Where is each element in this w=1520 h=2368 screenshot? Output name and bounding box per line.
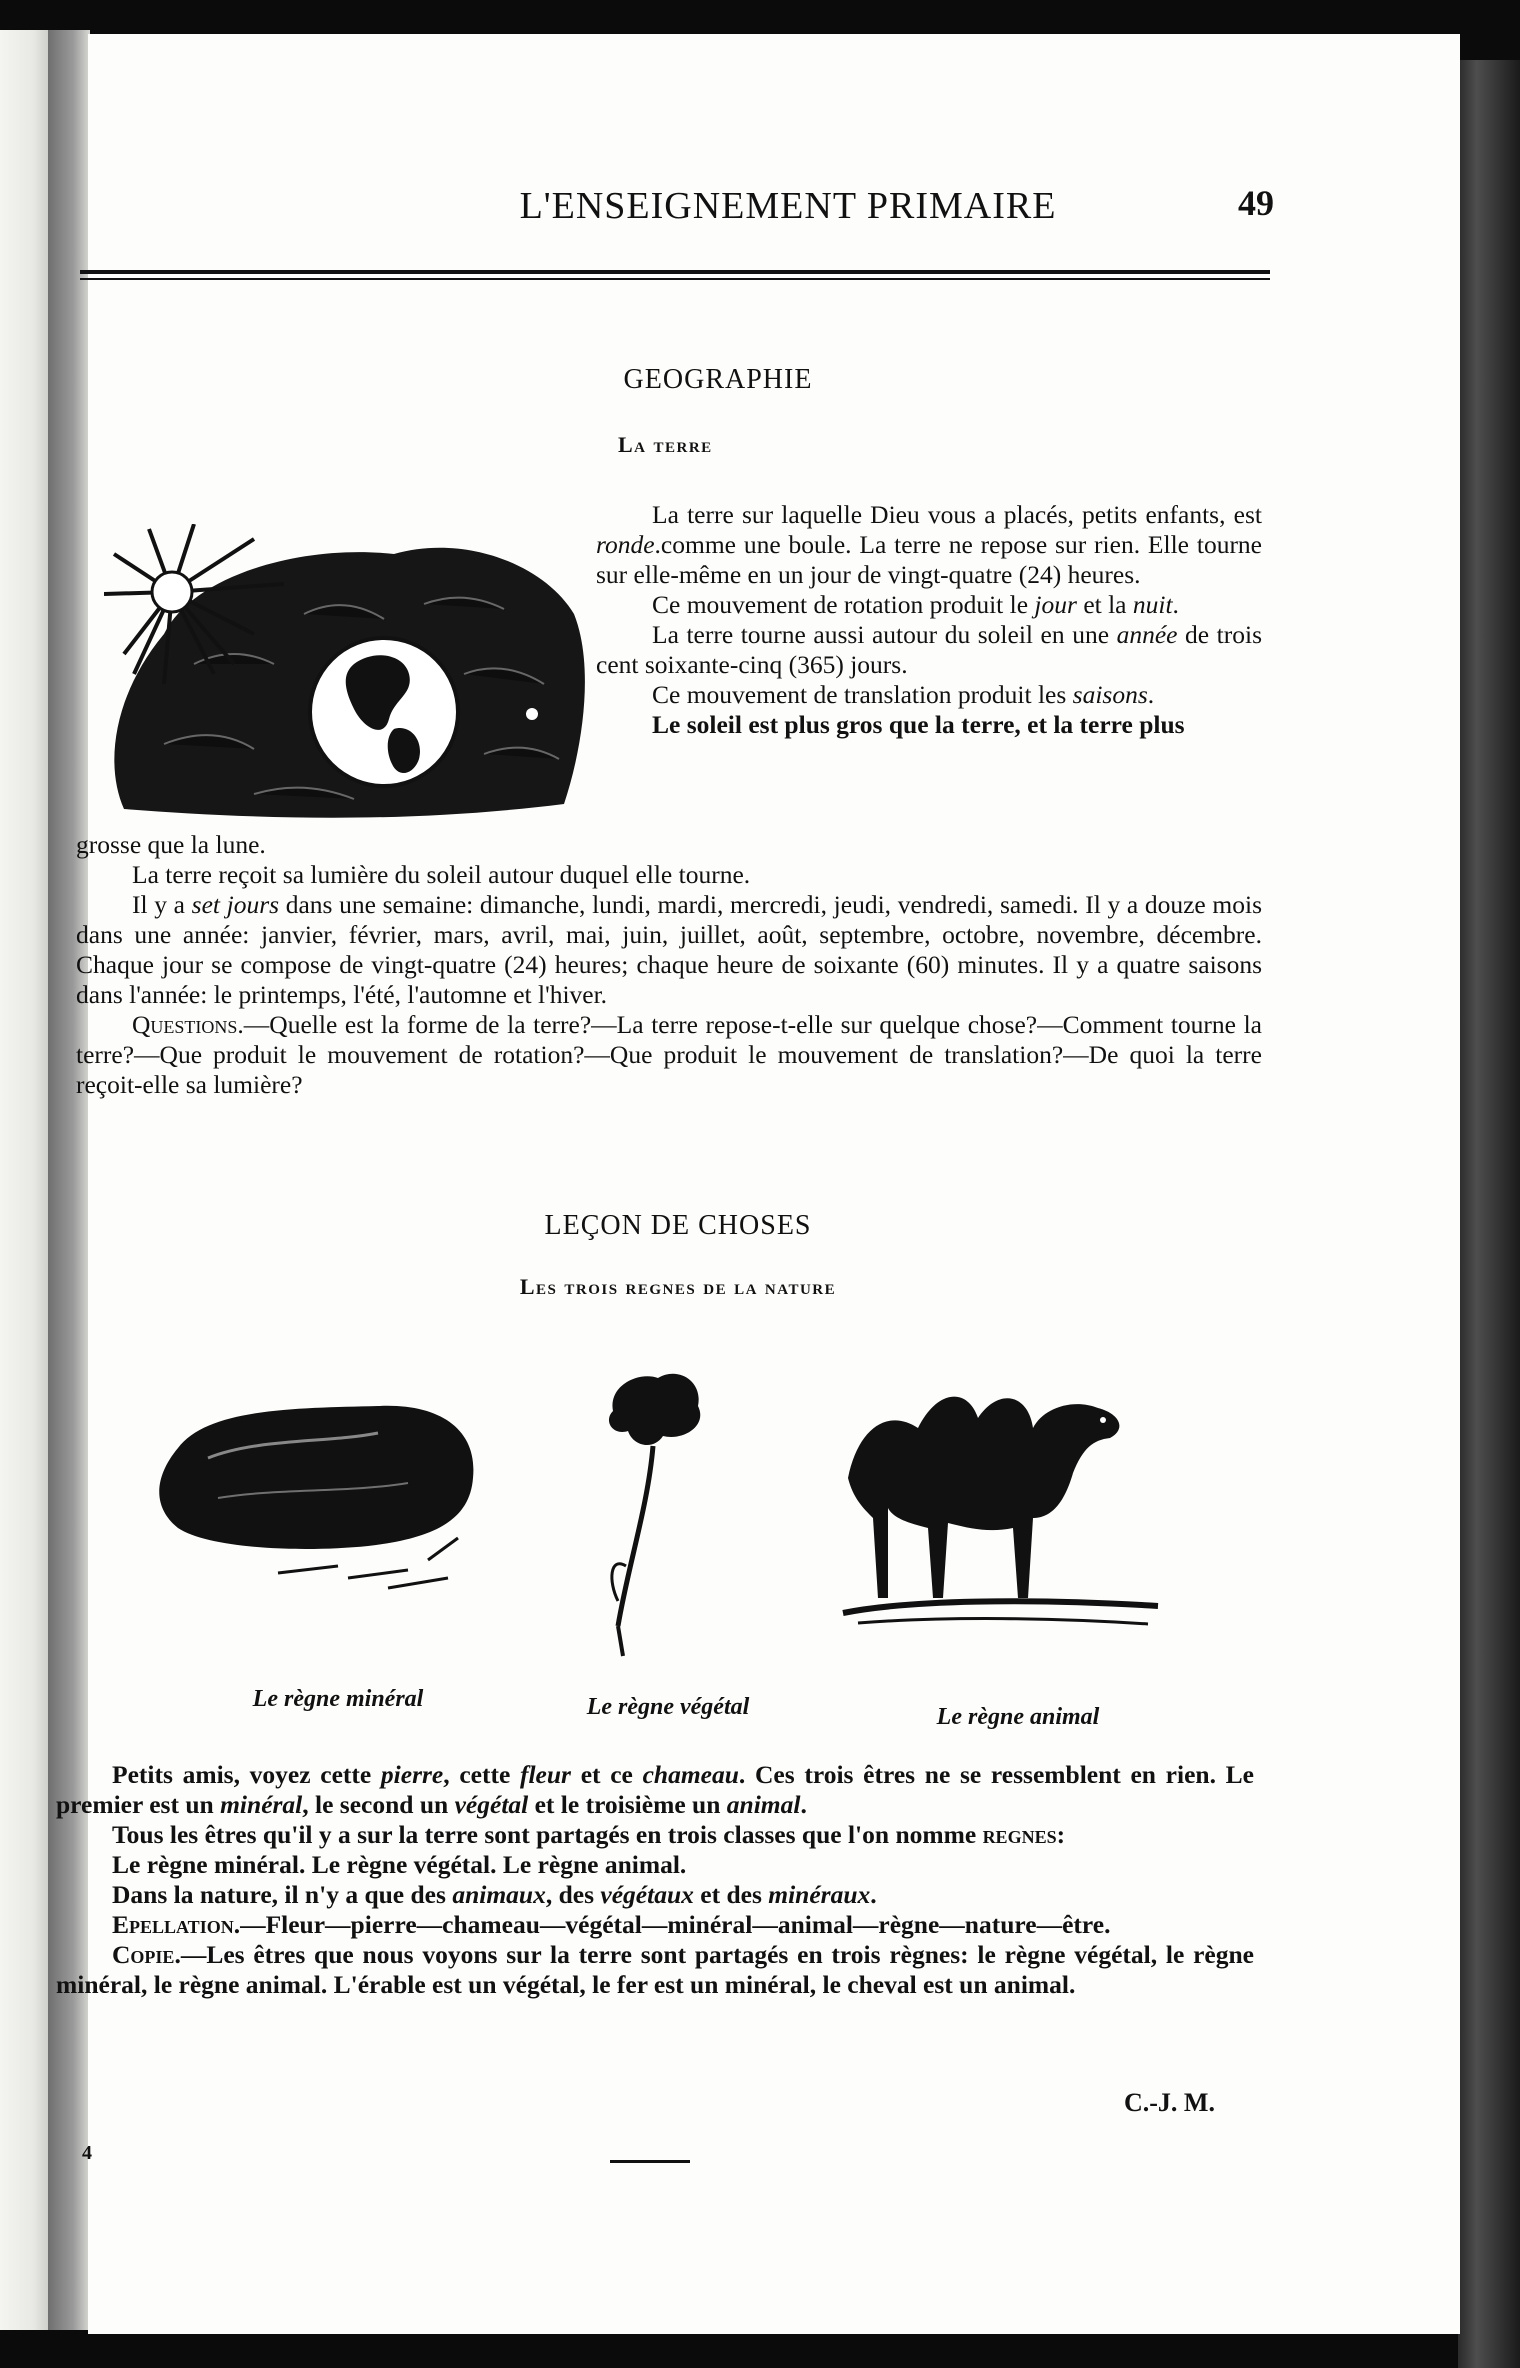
text-run: dans une semaine: dimanche, lundi, mardi, mercredi, jeudi, vendredi, samedi. Il y a douze mois dans une année: janvier, février, mars, avril, mai, juin, juillet, août, septembre, octobre, novembre, décembre. Chaque jour se compose de vingt-quatre (24) heures; chaque heure de soixante (60) minutes. Il y a quatre saisons dans l'année: le printemps, l'été, l'automne et l'hiver. xyxy=(76,890,1262,1009)
paragraph-questions xyxy=(76,1010,1262,1100)
page-number: 49 xyxy=(1238,183,1274,223)
emphasis-vegetal: végétal xyxy=(454,1790,529,1819)
text-run: et ce xyxy=(570,1760,643,1789)
camel-illustration xyxy=(828,1368,1188,1668)
right-page-edge xyxy=(1458,60,1520,2368)
emphasis-animal: animal xyxy=(726,1790,801,1819)
regnes-smallcaps: regnes xyxy=(982,1820,1057,1849)
paragraph-rotation xyxy=(596,590,1262,620)
paragraph-soleil-gros: Le soleil est plus gros que la terre, et la terre plus xyxy=(652,710,1185,739)
closing-rule xyxy=(610,2160,690,2163)
emphasis-nuit: nuit xyxy=(1132,590,1173,619)
paragraph-lumiere: La terre reçoit sa lumière du soleil autour duquel elle tourne. xyxy=(132,860,751,889)
emphasis-jour: jour xyxy=(1034,590,1077,619)
emphasis-pierre: pierre xyxy=(380,1760,444,1789)
emphasis-fleur: fleur xyxy=(519,1760,571,1789)
text-run: , cette xyxy=(443,1760,520,1789)
section-title-geographie: GEOGRAPHIE xyxy=(623,364,813,395)
text-run: et la xyxy=(1076,590,1133,619)
questions-text: —Quelle est la forme de la terre?—La terre repose-t-elle sur quelque chose?—Comment tourne la terre?—Que produit le mouvement de rotation?—Que produit le mouvement de translation?—De quoi la terre reçoit-elle sa lumière? xyxy=(76,1010,1262,1099)
text-run: Tous les êtres qu'il y a sur la terre sont partagés en trois classes que l'on nomme xyxy=(112,1820,983,1849)
emphasis-saisons: saisons xyxy=(1072,680,1148,709)
text-run: . xyxy=(1147,680,1155,709)
earth-sun-illustration xyxy=(104,524,594,824)
subsection-la-terre: La terre xyxy=(618,432,713,457)
caption-mineral: Le règne minéral xyxy=(252,1686,424,1712)
text-run: et le troisième un xyxy=(528,1790,727,1819)
text-run: . xyxy=(870,1880,877,1909)
geo-intro-column xyxy=(596,500,1262,740)
copie-text: .—Les êtres que nous voyons sur la terre sont partagés en trois règnes: le règne végétal, le règne minéral, le règne animal. L'érable est un végétal, le fer est un minéral, le cheval est un animal. xyxy=(56,1940,1254,1999)
paragraph-petits-amis xyxy=(56,1760,1254,1820)
emphasis-set-jours: set jours xyxy=(191,890,280,919)
emphasis-chameau: chameau xyxy=(642,1760,739,1789)
paragraph-classes xyxy=(56,1820,1254,1850)
paragraph-saisons xyxy=(596,680,1262,710)
emphasis-ronde: ronde xyxy=(596,530,655,559)
text-run: . xyxy=(1172,590,1179,619)
section-title-lecon: LEÇON DE CHOSES xyxy=(544,1210,812,1241)
text-run: et des xyxy=(693,1880,769,1909)
signature-number: 4 xyxy=(82,2142,92,2164)
lecon-body xyxy=(56,1760,1254,2000)
text-run: . Ces trois êtres ne se ressemblent en rien. Le premier est un xyxy=(56,1760,1254,1819)
paragraph-copie xyxy=(56,1940,1254,2000)
text-run: La terre sur laquelle Dieu vous a placés, petits enfants, est xyxy=(652,500,1262,529)
paragraph-trois-regnes: Le règne minéral. Le règne végétal. Le règne animal. xyxy=(112,1850,687,1879)
text-run: Ce mouvement de rotation produit le xyxy=(652,590,1035,619)
emphasis-animaux: animaux xyxy=(452,1880,546,1909)
text-run: Dans la nature, il n'y a que des xyxy=(112,1880,453,1909)
header-rule xyxy=(80,270,1270,274)
text-run: , des xyxy=(545,1880,601,1909)
epellation-text: —Fleur—pierre—chameau—végétal—minéral—animal—règne—nature—être. xyxy=(240,1910,1111,1939)
text-run: Ce mouvement de translation produit les xyxy=(652,680,1073,709)
flower-illustration xyxy=(598,1366,718,1666)
text-run: : xyxy=(1056,1820,1066,1849)
questions-label: Questions. xyxy=(132,1010,244,1039)
caption-animal: Le règne animal xyxy=(936,1704,1100,1730)
caption-vegetal: Le règne végétal xyxy=(586,1694,750,1720)
emphasis-annee: année xyxy=(1116,620,1178,649)
left-page-edge xyxy=(0,30,48,2330)
text-run: La terre tourne aussi autour du soleil en une xyxy=(652,620,1117,649)
paragraph-calendrier xyxy=(76,890,1262,1010)
paragraph-terre-ronde xyxy=(596,500,1262,590)
paragraph-lune: grosse que la lune. xyxy=(76,830,266,859)
geo-body xyxy=(76,830,1262,1100)
emphasis-mineraux: minéraux xyxy=(768,1880,871,1909)
book-page xyxy=(56,34,1460,2334)
text-run: . xyxy=(800,1790,807,1819)
emphasis-mineral: minéral xyxy=(220,1790,303,1819)
epellation-label: Epellation. xyxy=(112,1910,241,1939)
subsection-trois-regnes: Les trois regnes de la nature xyxy=(519,1274,837,1299)
text-run: , le second un xyxy=(302,1790,455,1819)
header-rule-thin xyxy=(80,278,1270,280)
running-header: L'ENSEIGNEMENT PRIMAIRE xyxy=(519,185,1057,227)
stone-illustration xyxy=(148,1388,488,1628)
text-run: .comme une boule. La terre ne repose sur rien. Elle tourne sur elle-même en un jour de vingt-quatre (24) heures. xyxy=(596,530,1262,589)
text-run: Petits amis, voyez cette xyxy=(112,1760,381,1789)
emphasis-vegetaux: végétaux xyxy=(600,1880,694,1909)
author-signature: C.-J. M. xyxy=(1124,2088,1215,2117)
paragraph-epellation xyxy=(56,1910,1254,1940)
text-run: de trois cent soixante-cinq (365) jours. xyxy=(596,620,1262,679)
paragraph-annee xyxy=(596,620,1262,680)
text-run: Il y a xyxy=(132,890,192,919)
copie-label: Copie xyxy=(112,1940,175,1969)
paragraph-nature xyxy=(56,1880,1254,1910)
